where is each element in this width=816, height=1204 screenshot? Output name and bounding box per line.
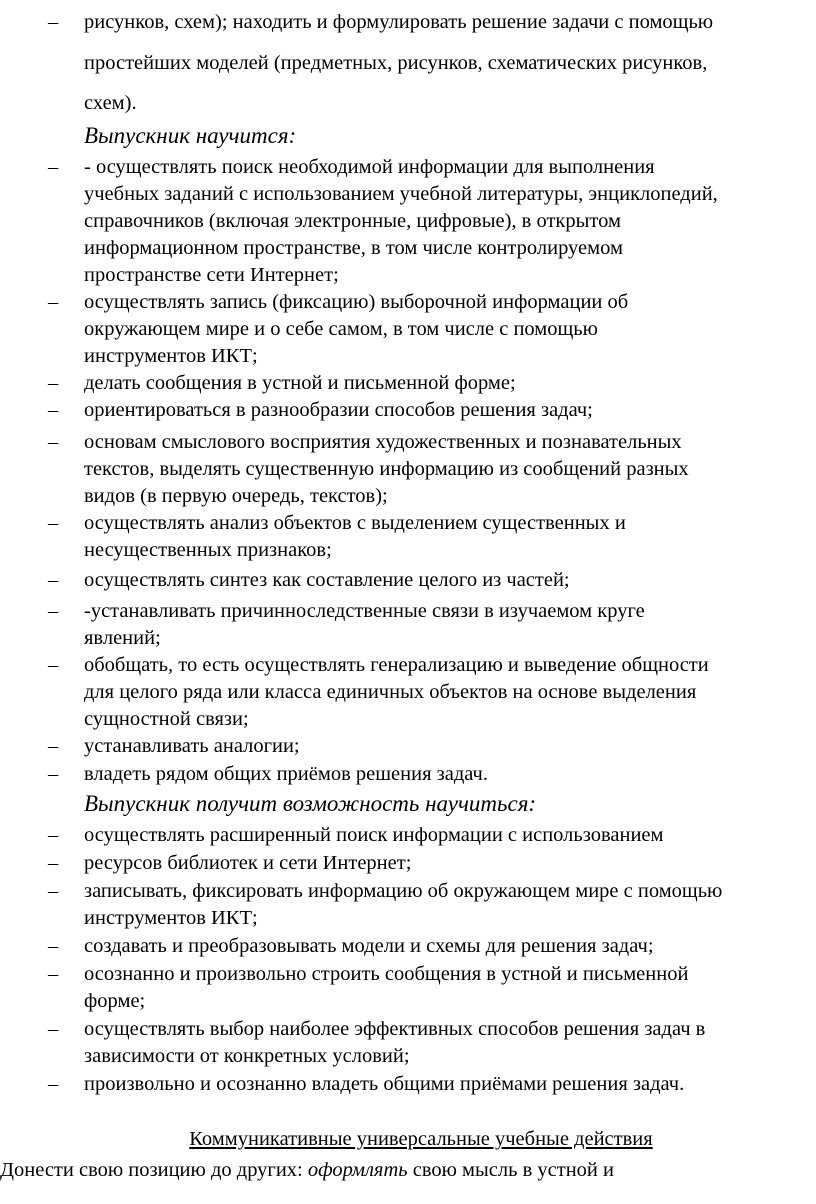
- list-item: – делать сообщения в устной и письменной форме;: [84, 370, 816, 397]
- list-item: – осуществлять выбор наиболее эффективных способов решения задач в зависимости от конкретных условий;: [84, 1016, 816, 1070]
- list-item: – осуществлять анализ объектов с выделением существенных и несущественных признаков;: [84, 510, 816, 564]
- list-item: – -устанавливать причинноследственные связи в изучаемом круге явлений;: [84, 598, 816, 652]
- list-item: – создавать и преобразовывать модели и схемы для решения задач;: [84, 933, 816, 960]
- list-item: – произвольно и осознанно владеть общими приёмами решения задач.: [84, 1071, 816, 1098]
- section-title: Коммуникативные универсальные учебные действия: [189, 1128, 653, 1150]
- section1-heading: Выпускник научится:: [84, 123, 297, 148]
- list-item: – устанавливать аналогии;: [84, 733, 816, 760]
- list-item-intro: [84, 2, 816, 124]
- intro-line: схем).: [84, 92, 137, 114]
- list-item: – осуществлять расширенный поиск информации с использованием: [84, 822, 816, 849]
- paragraph: Донести свою позицию до других: оформлять свою мысль в устной и: [0, 1159, 614, 1181]
- list-item: – ориентироваться в разнообразии способов решения задач;: [84, 397, 816, 424]
- list-item: – основам смыслового восприятия художественных и познавательных текстов, выделять существенную информацию из сообщений разных видов (в первую очередь, текстов);: [84, 429, 816, 510]
- intro-line: – рисунков, схем); находить и формулировать решение задачи с помощью: [84, 11, 714, 33]
- list-item: – записывать, фиксировать информацию об окружающем мире с помощью инструментов ИКТ;: [84, 878, 816, 932]
- intro-line: простейших моделей (предметных, рисунков, схематических рисунков,: [84, 51, 708, 74]
- list-item: – владеть рядом общих приёмов решения задач.: [84, 761, 816, 788]
- list-item: – осознанно и произвольно строить сообщения в устной и письменной форме;: [84, 961, 816, 1015]
- list-item: – осуществлять запись (фиксацию) выборочной информации об окружающем мире и о себе самом, в том числе с помощью инструментов ИКТ;: [84, 289, 816, 370]
- section2-heading: Выпускник получит возможность научиться:: [84, 791, 537, 816]
- list-item: – обобщать, то есть осуществлять генерализацию и выведение общности для целого ряда или класса единичных объектов на основе выделения сущностной связи;: [84, 652, 816, 733]
- list-item: – - осуществлять поиск необходимой информации для выполнения учебных заданий с использованием учебной литературы, энциклопедий, справочников (включая электронные, цифровые), в открытом информационном пространстве, в том числе контролируемом пространстве сети Интернет;: [84, 154, 816, 289]
- list-item: – ресурсов библиотек и сети Интернет;: [84, 850, 816, 877]
- list-item: – осуществлять синтез как составление целого из частей;: [84, 567, 816, 594]
